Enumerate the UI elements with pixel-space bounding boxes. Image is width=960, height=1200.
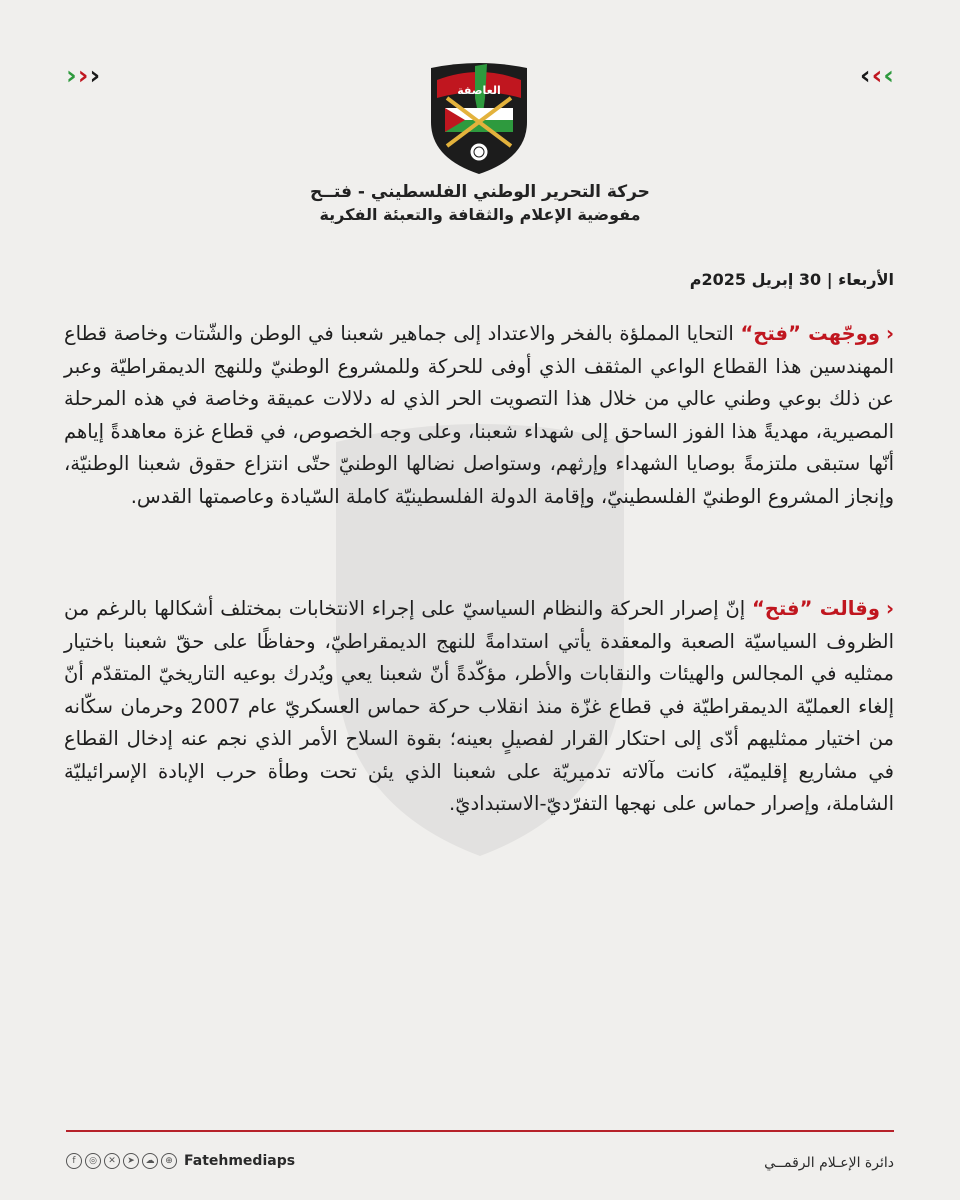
- soundcloud-icon[interactable]: ☁: [142, 1153, 158, 1169]
- fatah-emblem: [425, 58, 533, 176]
- bullet-chevron-icon: ‹: [885, 597, 894, 620]
- paragraph-2-lead: وقالت ”فتح“: [751, 597, 880, 620]
- organization-header: [0, 180, 960, 226]
- chevrons-left: [66, 61, 101, 91]
- chevron-red-icon: ›: [77, 61, 89, 91]
- paragraph-1-text: التحايا المملؤة بالفخر والاعتداد إلى جماهير شعبنا في الوطن والشّتات وخاصة قطاع المهندسين هذا القطاع الواعي المثقف الذي أوفى للحركة وللمشروع الوطنيّ وللنهج الديمقراطيّة وعبر عن ذلك بوعي وطني عالي من خلال هذا التصويت الحر الذي له دلالات عميقة وخاصة في هذه المرحلة المصيرية، مهديةً هذا الفوز الساحق إلى شهداء شعبنا، وعلى وجه الخصوص، في قطاع غزة معاهدةً إياهم أنّها ستبقى ملتزمةً بوصايا الشهداء وإرثهم، وستواصل نضالها الوطنيّ حتّى انتزاع حقوق شعبنا الوطنيّة، وإنجاز المشروع الوطنيّ الفلسطينيّ، وإقامة الدولة الفلسطينيّة كاملة السّيادة وعاصمتها القدس.: [64, 322, 894, 508]
- chevron-black-icon: ›: [89, 61, 101, 91]
- paragraph-2: [64, 593, 894, 821]
- org-line-1: حركة التحرير الوطني الفلسطيني - فتــح: [310, 182, 650, 202]
- chevron-green-icon: ›: [66, 61, 77, 91]
- chevron-green-icon: ‹: [883, 61, 894, 91]
- web-icon[interactable]: ⊕: [161, 1153, 177, 1169]
- footer-social: [66, 1153, 295, 1169]
- footer-divider: [66, 1130, 894, 1132]
- facebook-icon[interactable]: f: [66, 1153, 82, 1169]
- footer-department: دائرة الإعـلام الرقمــي: [764, 1155, 894, 1171]
- instagram-icon[interactable]: ◎: [85, 1153, 101, 1169]
- bullet-chevron-icon: ‹: [885, 322, 894, 345]
- chevron-black-icon: ‹: [859, 61, 871, 91]
- social-handle[interactable]: Fatehmediaps: [184, 1153, 296, 1169]
- chevron-red-icon: ‹: [871, 61, 883, 91]
- telegram-icon[interactable]: ➤: [123, 1153, 139, 1169]
- paragraph-1-lead: ووجّهت ”فتح“: [740, 322, 880, 345]
- emblem-banner-text: العاصفة: [457, 84, 501, 97]
- x-icon[interactable]: ✕: [104, 1153, 120, 1169]
- org-line-2: مفوضية الإعلام والثقافة والتعبئة الفكرية: [319, 205, 641, 224]
- paragraph-1: [64, 318, 894, 513]
- paragraph-2-text: إنّ إصرار الحركة والنظام السياسيّ على إجراء الانتخابات بمختلف أشكالها بالرغم من الظروف السياسيّة الصعبة والمعقدة يأتي استدامةً للنهج الديمقراطيّ، وحفاظًا على حقّ شعبنا باختيار ممثليه في المجالس والهيئات والنقابات والأطر، مؤكّدةً أنّ شعبنا يعي ويُدرك بوعيه التاريخيّ المتقدّم أنّ إلغاء العمليّة الديمقراطيّة في قطاع غزّة منذ انقلاب حركة حماس العسكريّ عام 2007 وحرمان سكّانه من اختيار ممثليهم أدّى إلى احتكار القرار لفصيلٍ بعينه؛ بقوة السلاح الأمر الذي نجم عنه إدخال القطاع في مشاريع إقليميّة، كانت مآلاته تدميريّة على شعبنا الذي يئن تحت وطأة حرب الإبادة الإسرائيليّة الشاملة، وإصرار حماس على نهجها التفرّديّ-الاستبداديّ.: [64, 597, 894, 815]
- chevrons-right: [859, 61, 894, 91]
- statement-date: الأربعاء | 30 إبريل 2025م: [689, 270, 894, 289]
